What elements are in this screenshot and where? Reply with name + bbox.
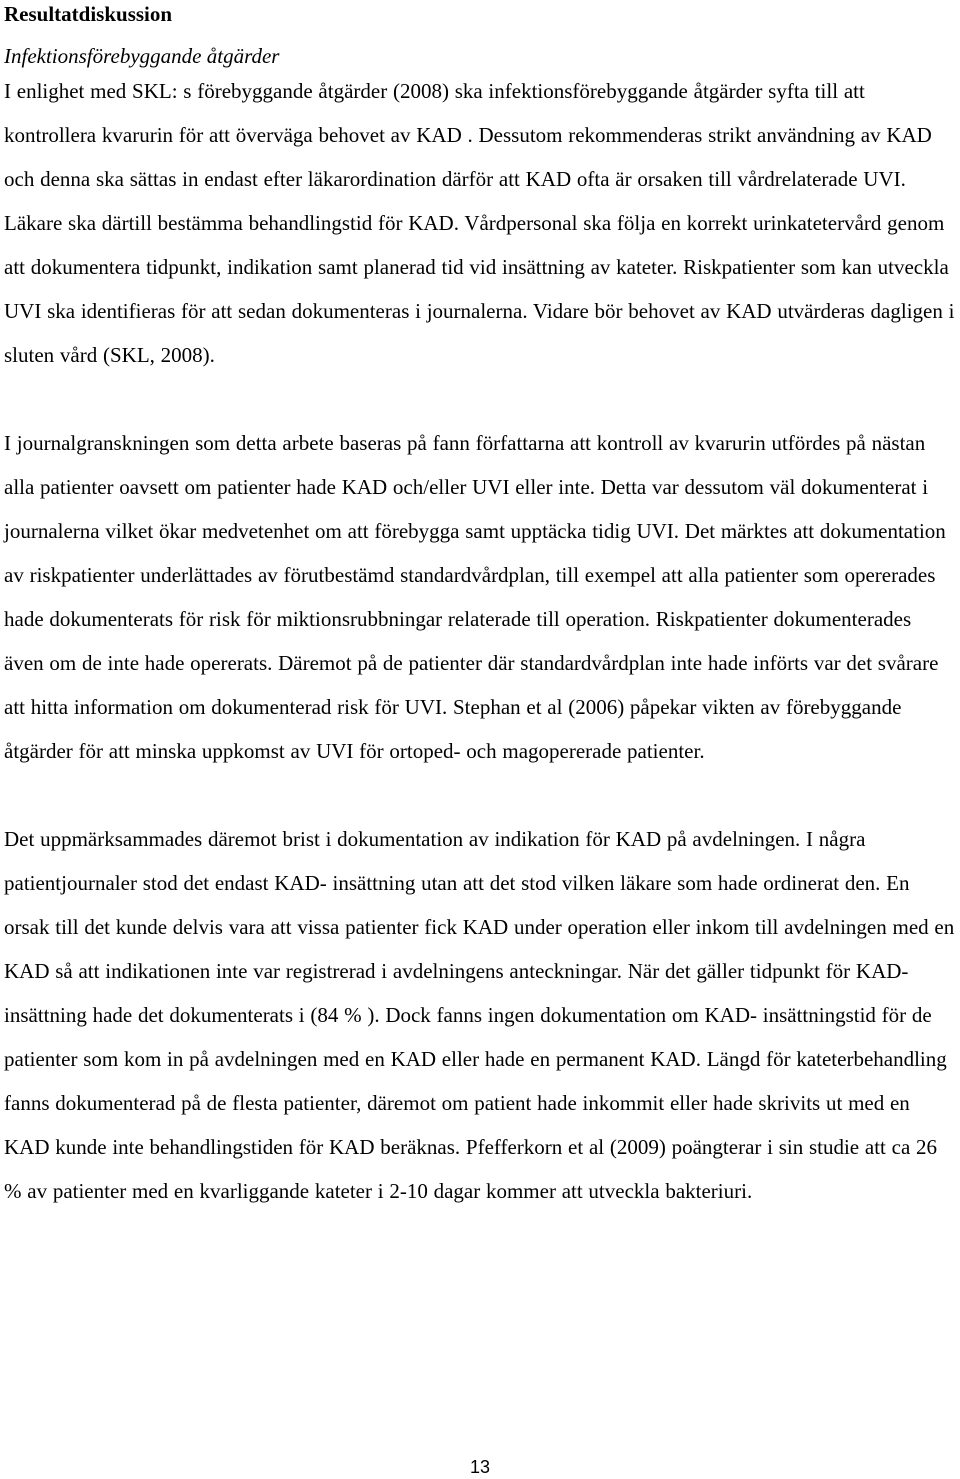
paragraph-3: Det uppmärksammades däremot brist i dokumentation av indikation för KAD på avdelningen. I några patientjournaler stod det endast KAD- insättning utan att det stod vilken läkare som hade ordinerat den. En orsak till det kunde delvis vara att vissa patienter fick KAD under operation eller inkom till avdelningen med en KAD så att indikationen inte var registrerad i avdelningens anteckningar. När det gäller tidpunkt för KAD- insättning hade det dokumenterats i (84 % ). Dock fanns ingen dokumentation om KAD- insättningstid för de patienter som kom in på avdelningen med en KAD eller hade en permanent KAD. Längd för kateterbehandling fanns dokumenterad på de flesta patienter, däremot om patient hade inkommit eller hade skrivits ut med en KAD kunde inte behandlingstiden för KAD beräknas. Pfefferkorn et al (2009) poängterar i sin studie att ca 26 % av patienter med en kvarliggande kateter i 2-10 dagar kommer att utveckla bakteriuri. xyxy=(4,827,955,1203)
subsection-heading: Infektionsförebyggande åtgärder xyxy=(4,44,280,68)
document-page xyxy=(4,0,956,1213)
paragraph-2: I journalgranskningen som detta arbete baseras på fann författarna att kontroll av kvarurin utfördes på nästan alla patienter oavsett om patienter hade KAD och/eller UVI eller inte. Detta var dessutom väl dokumenterat i journalerna vilket ökar medvetenhet om att förebygga samt upptäcka tidig UVI. Det märktes att dokumentation av riskpatienter underlättades av förutbestämd standardvårdplan, till exempel att alla patienter som opererades hade dokumenterats för risk för miktionsrubbningar relaterade till operation. Riskpatienter dokumenterades även om de inte hade opererats. Däremot på de patienter där standardvårdplan inte hade införts var det svårare att hitta information om dokumenterad risk för UVI. Stephan et al (2006) påpekar vikten av förebyggande åtgärder för att minska uppkomst av UVI för ortoped- och magopererade patienter. xyxy=(4,431,946,763)
section-heading: Resultatdiskussion xyxy=(4,2,173,26)
page-number: 13 xyxy=(469,1457,491,1477)
paragraph-1: I enlighet med SKL: s förebyggande åtgärder (2008) ska infektionsförebyggande åtgärder syfta till att kontrollera kvarurin för att överväga behovet av KAD . Dessutom rekommenderas strikt användning av KAD och denna ska sättas in endast efter läkarordination därför att KAD ofta är orsaken till vårdrelaterade UVI. Läkare ska därtill bestämma behandlingstid för KAD. Vårdpersonal ska följa en korrekt urinkatetervård genom att dokumentera tidpunkt, indikation samt planerad tid vid insättning av kateter. Riskpatienter som kan utveckla UVI ska identifieras för att sedan dokumenteras i journalerna. Vidare bör behovet av KAD utvärderas dagligen i sluten vård (SKL, 2008). xyxy=(4,79,955,367)
